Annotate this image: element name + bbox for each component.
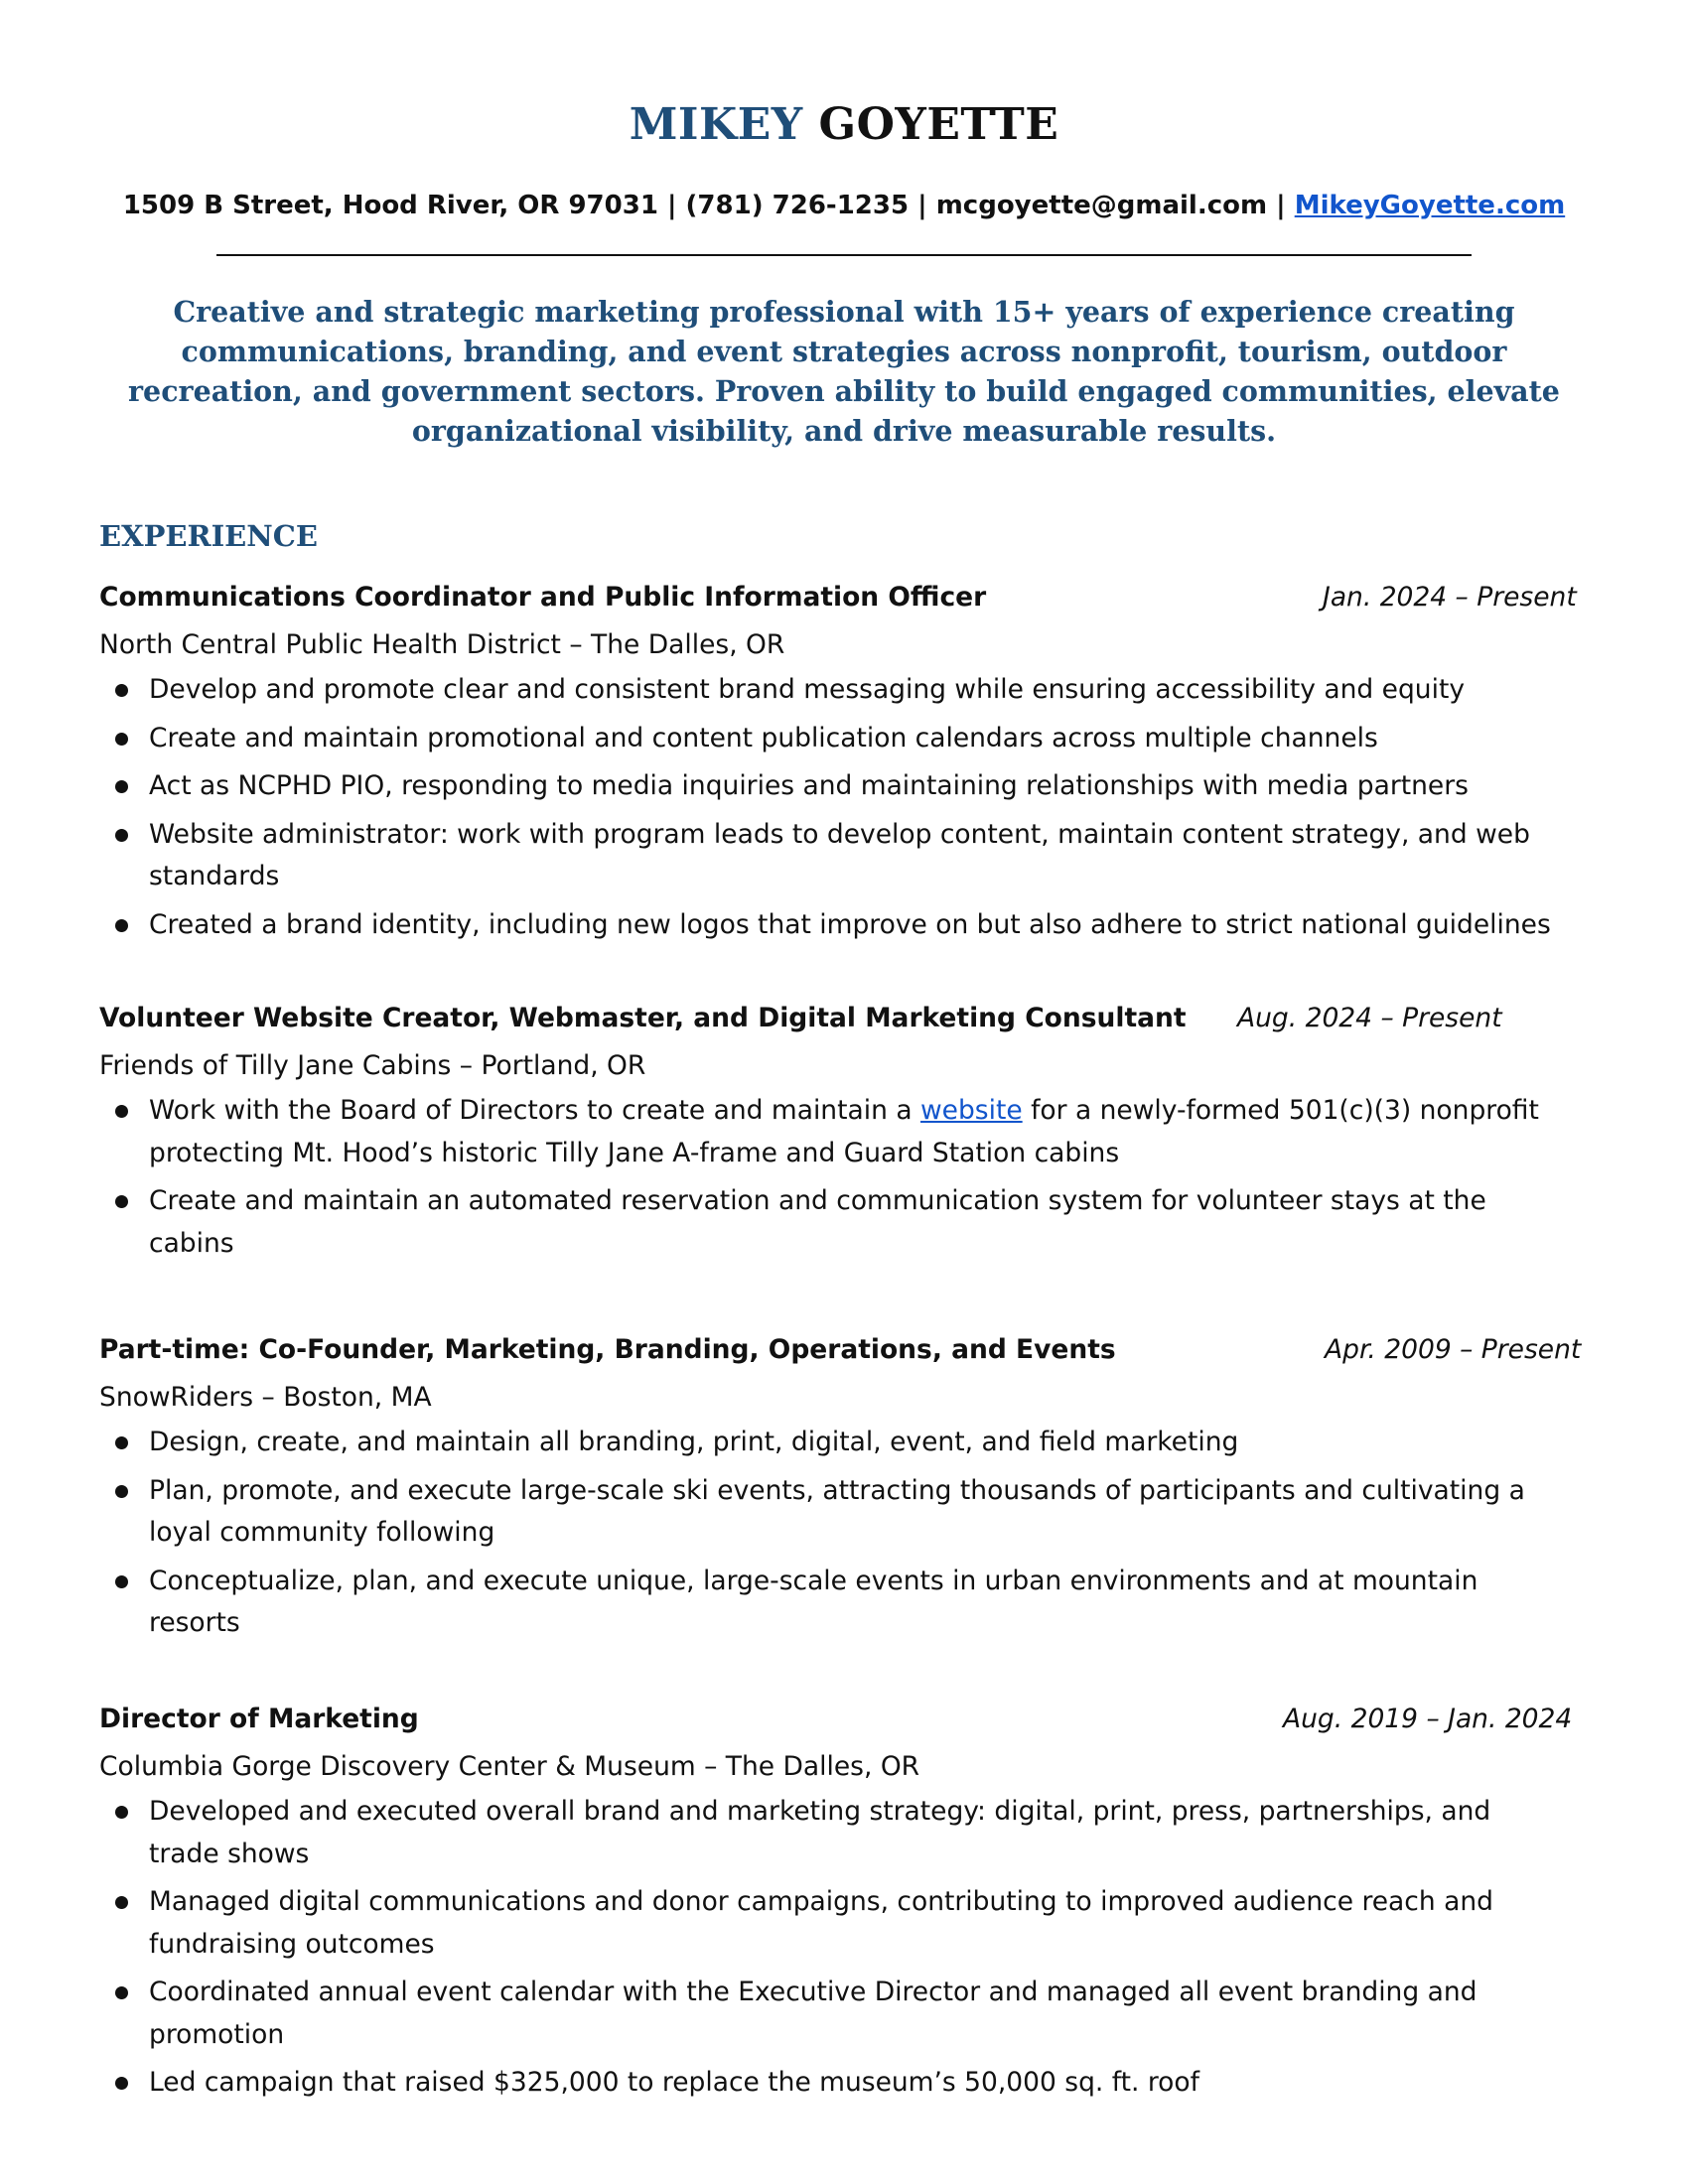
bullet-icon xyxy=(115,1575,128,1588)
job-title: Director of Marketing xyxy=(99,1704,419,1734)
bullet-text: Managed digital communications and donor campaigns, contributing to improved audience reach and fundraising outcomes xyxy=(149,1886,1493,1960)
job-entry xyxy=(99,574,1577,952)
job-title: Part-time: Co-Founder, Marketing, Branding, Operations, and Events xyxy=(99,1334,1116,1365)
bullet-text: Create and maintain promotional and content publication calendars across multiple channels xyxy=(149,722,1378,753)
bullet-text: Create and maintain an automated reservation and communication system for volunteer stays at the cabins xyxy=(149,1185,1486,1259)
job-title: Volunteer Website Creator, Webmaster, and Digital Marketing Consultant xyxy=(99,1003,1187,1033)
job-dates: Jan. 2024 – Present xyxy=(1323,582,1577,613)
bullet-text: Led campaign that raised $325,000 to replace the museum’s 50,000 sq. ft. roof xyxy=(149,2067,1199,2098)
bullet-icon xyxy=(115,684,128,697)
bullet-text: Act as NCPHD PIO, responding to media inquiries and maintaining relationships with media partners xyxy=(149,770,1469,801)
bullet-text: Design, create, and maintain all branding, print, digital, event, and field marketing xyxy=(149,1427,1239,1457)
job-organization: Columbia Gorge Discovery Center & Museum – The Dalles, OR xyxy=(99,1751,920,1782)
header-divider xyxy=(216,254,1472,256)
contact-line xyxy=(0,187,1688,224)
job-organization: Friends of Tilly Jane Cabins – Portland, OR xyxy=(99,1050,646,1081)
last-name: GOYETTE xyxy=(818,99,1059,150)
tilly-jane-website-link[interactable]: website xyxy=(919,1095,1023,1126)
bullet-text: Develop and promote clear and consistent brand messaging while ensuring accessibility and equity xyxy=(149,674,1466,705)
list-item xyxy=(99,718,1569,760)
list-item xyxy=(99,1180,1569,1265)
list-item xyxy=(99,669,1569,712)
phone: (781) 726-1235 xyxy=(685,191,910,220)
job-title: Communications Coordinator and Public Information Officer xyxy=(99,582,987,613)
bullet-icon xyxy=(115,1436,128,1449)
bullet-text: Conceptualize, plan, and execute unique, large-scale events in urban environments and at mountain resorts xyxy=(149,1565,1478,1638)
list-item xyxy=(99,1090,1569,1174)
bullet-icon xyxy=(115,733,128,746)
job-dates: Aug. 2024 – Present xyxy=(1237,1003,1502,1033)
bullet-icon xyxy=(115,919,128,932)
experience-section-title: EXPERIENCE xyxy=(99,519,318,553)
job-bullets xyxy=(99,669,1569,946)
contact-separator: | xyxy=(666,191,677,220)
job-entry xyxy=(99,1326,1582,1651)
bullet-text-after: for a newly-formed 501(c)(3) nonprofit protecting Mt. Hood’s historic Tilly Jane A-frame and Guard Station cabins xyxy=(149,1095,1539,1168)
contact-separator: | xyxy=(1276,191,1286,220)
bullet-icon xyxy=(115,1105,128,1118)
job-bullets xyxy=(99,1090,1569,1265)
list-item xyxy=(99,1561,1569,1645)
bullet-text: Developed and executed overall brand and marketing strategy: digital, print, press, partnerships, and trade shows xyxy=(149,1796,1491,1869)
job-dates: Aug. 2019 – Jan. 2024 xyxy=(1283,1704,1573,1734)
candidate-name xyxy=(0,95,1688,155)
bullet-icon xyxy=(115,1896,128,1909)
bullet-icon xyxy=(115,1986,128,1999)
list-item xyxy=(99,1470,1569,1555)
list-item xyxy=(99,814,1569,898)
job-organization: SnowRiders – Boston, MA xyxy=(99,1382,432,1413)
first-name: MIKEY xyxy=(629,99,803,150)
bullet-icon xyxy=(115,2077,128,2090)
job-dates: Apr. 2009 – Present xyxy=(1325,1334,1582,1365)
website-link[interactable]: MikeyGoyette.com xyxy=(1294,191,1566,220)
email: mcgoyette@gmail.com xyxy=(935,191,1268,220)
list-item xyxy=(99,1791,1569,1875)
job-entry xyxy=(99,995,1569,1271)
job-organization: North Central Public Health District – The Dalles, OR xyxy=(99,629,785,660)
bullet-text: Plan, promote, and execute large-scale ski events, attracting thousands of participants and cultivating a loyal community following xyxy=(149,1474,1525,1548)
professional-summary: Creative and strategic marketing professional with 15+ years of experience creating communications, branding, and event strategies across nonprofit, tourism, outdoor recreation, and government sectors. Proven ability to build engaged communities, elevate organizational visibility, and drive measurable results. xyxy=(128,295,1560,448)
bullet-icon xyxy=(115,829,128,842)
bullet-text: Coordinated annual event calendar with the Executive Director and managed all event branding and promotion xyxy=(149,1977,1477,2050)
job-entry xyxy=(99,1696,1573,2111)
list-item xyxy=(99,1881,1569,1966)
address: 1509 B Street, Hood River, OR 97031 xyxy=(122,191,658,220)
bullet-text: Created a brand identity, including new logos that improve on but also adhere to strict national guidelines xyxy=(149,908,1551,940)
bullet-icon xyxy=(115,1195,128,1208)
bullet-icon xyxy=(115,1485,128,1498)
bullet-text-before: Work with the Board of Directors to create and maintain a xyxy=(149,1095,920,1126)
contact-separator: | xyxy=(917,191,927,220)
list-item xyxy=(99,1422,1569,1464)
list-item xyxy=(99,904,1569,947)
list-item xyxy=(99,1972,1569,2056)
bullet-text: Website administrator: work with program leads to develop content, maintain content strategy, and web standards xyxy=(149,818,1530,891)
list-item xyxy=(99,2062,1569,2105)
bullet-icon xyxy=(115,780,128,793)
job-bullets xyxy=(99,1422,1569,1645)
list-item xyxy=(99,765,1569,808)
bullet-icon xyxy=(115,1806,128,1819)
job-bullets xyxy=(99,1791,1569,2105)
